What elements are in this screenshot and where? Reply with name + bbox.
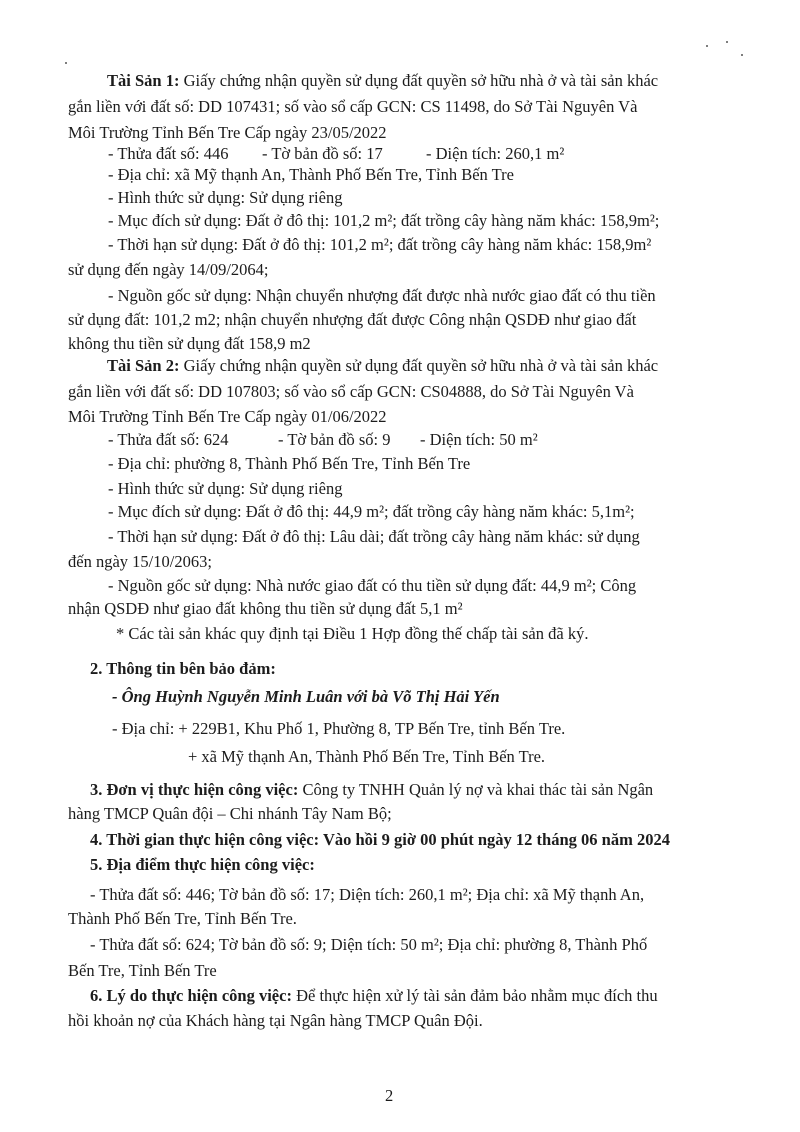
- section2-address-1: - Địa chỉ: + 229B1, Khu Phố 1, Phường 8, TP Bến Tre, tỉnh Bến Tre.: [112, 719, 566, 738]
- section5-loc1-1: - Thửa đất số: 446; Tờ bản đồ số: 17; Diện tích: 260,1 m²; Địa chỉ: xã Mỹ thạnh An,: [90, 885, 645, 904]
- asset2-parcel: - Thửa đất số: 624: [108, 430, 229, 449]
- section6-line-1: [90, 988, 658, 1005]
- asset2-intro-3: Môi Trường Tỉnh Bến Tre Cấp ngày 01/06/2022: [68, 407, 387, 426]
- asset2-map-sheet: - Tờ bản đồ số: 9: [278, 430, 391, 449]
- section3-text-2: hàng TMCP Quân đội – Chi nhánh Tây Nam Bộ;: [68, 804, 392, 823]
- asset1-address: - Địa chỉ: xã Mỹ thạnh An, Thành Phố Bến Tre, Tỉnh Bến Tre: [108, 165, 514, 184]
- asset2-address: - Địa chỉ: phường 8, Thành Phố Bến Tre, Tỉnh Bến Tre: [108, 454, 471, 473]
- asset1-term-1: - Thời hạn sử dụng: Đất ở đô thị: 101,2 m²; đất trồng cây hàng năm khác: 158,9m²: [108, 235, 652, 254]
- section4-line: [90, 832, 670, 849]
- asset2-use-form: - Hình thức sử dụng: Sử dụng riêng: [108, 479, 343, 498]
- asset1-use-purpose: - Mục đích sử dụng: Đất ở đô thị: 101,2 m²; đất trồng cây hàng năm khác: 158,9m²;: [108, 211, 660, 230]
- section5-heading: 5. Địa điểm thực hiện công việc:: [90, 855, 315, 874]
- section2-parties: - Ông Huỳnh Nguyễn Minh Luân với bà Võ Thị Hải Yến: [112, 687, 500, 706]
- asset1-map-sheet: - Tờ bản đồ số: 17: [262, 144, 383, 163]
- section5-loc2-1: - Thửa đất số: 624; Tờ bản đồ số: 9; Diện tích: 50 m²; Địa chỉ: phường 8, Thành Phố: [90, 935, 648, 954]
- page-number: 2: [385, 1086, 394, 1105]
- asset1-intro-1: Giấy chứng nhận quyền sử dụng đất quyền sở hữu nhà ở và tài sản khác: [183, 71, 659, 90]
- section6-text-2: hồi khoản nợ của Khách hàng tại Ngân hàng TMCP Quân Đội.: [68, 1011, 483, 1030]
- scan-speck: [706, 45, 708, 47]
- section3-line-1: [90, 782, 653, 799]
- asset2-term-2: đến ngày 15/10/2063;: [68, 552, 212, 571]
- asset2-area: - Diện tích: 50 m²: [420, 430, 538, 449]
- section6-text-1: Để thực hiện xử lý tài sản đảm bảo nhằm mục đích thu: [296, 986, 658, 1005]
- asset2-use-purpose: - Mục đích sử dụng: Đất ở đô thị: 44,9 m²; đất trồng cây hàng năm khác: 5,1m²;: [108, 502, 635, 521]
- asset1-term-2: sử dụng đến ngày 14/09/2064;: [68, 260, 269, 279]
- asset2-note: * Các tài sản khác quy định tại Điều 1 Hợp đồng thế chấp tài sản đã ký.: [116, 624, 589, 643]
- asset2-origin-1: - Nguồn gốc sử dụng: Nhà nước giao đất có thu tiền sử dụng đất: 44,9 m²; Công: [108, 576, 637, 595]
- section6-heading: 6. Lý do thực hiện công việc:: [90, 986, 292, 1005]
- asset1-intro-2: gắn liền với đất số: DD 107431; số vào sổ cấp GCN: CS 11498, do Sở Tài Nguyên Và: [68, 97, 638, 116]
- asset2-term-1: - Thời hạn sử dụng: Đất ở đô thị: Lâu dài; đất trồng cây hàng năm khác: sử dụng: [108, 527, 640, 546]
- scan-speck: [741, 54, 743, 56]
- scan-speck: [65, 62, 67, 64]
- section4-heading: 4. Thời gian thực hiện công việc:: [90, 830, 320, 849]
- asset2-heading: Tài Sản 2:: [107, 356, 180, 375]
- asset2-intro-2: gắn liền với đất số: DD 107803; số vào sổ cấp GCN: CS04888, do Sở Tài Nguyên Và: [68, 382, 634, 401]
- section3-heading: 3. Đơn vị thực hiện công việc:: [90, 780, 299, 799]
- section3-text-1: Công ty TNHH Quản lý nợ và khai thác tài sản Ngân: [302, 780, 654, 799]
- section2-address-2: + xã Mỹ thạnh An, Thành Phố Bến Tre, Tỉnh Bến Tre.: [188, 747, 546, 766]
- asset1-origin-1: - Nguồn gốc sử dụng: Nhận chuyển nhượng đất được nhà nước giao đất có thu tiền: [108, 286, 656, 305]
- section2-heading: 2. Thông tin bên bảo đảm:: [90, 659, 276, 678]
- asset2-line-1: [107, 358, 658, 375]
- scan-speck: [726, 41, 728, 43]
- section5-loc1-2: Thành Phố Bến Tre, Tỉnh Bến Tre.: [68, 909, 297, 928]
- asset2-intro-1: Giấy chứng nhận quyền sử dụng đất quyền sở hữu nhà ở và tài sản khác: [183, 356, 659, 375]
- asset1-origin-3: không thu tiền sử dụng đất 158,9 m2: [68, 334, 311, 353]
- asset1-origin-2: sử dụng đất: 101,2 m2; nhận chuyển nhượng đất được Công nhận QSDĐ như giao đất: [68, 310, 637, 329]
- section4-text: Vào hồi 9 giờ 00 phút ngày 12 tháng 06 năm 2024: [322, 830, 670, 849]
- section5-loc2-2: Bến Tre, Tỉnh Bến Tre: [68, 961, 217, 980]
- asset2-origin-2: nhận QSDĐ như giao đất không thu tiền sử dụng đất 5,1 m²: [68, 599, 463, 618]
- asset1-area: - Diện tích: 260,1 m²: [426, 144, 565, 163]
- asset1-line-1: [107, 73, 658, 90]
- asset1-intro-3: Môi Trường Tỉnh Bến Tre Cấp ngày 23/05/2022: [68, 123, 387, 142]
- asset1-use-form: - Hình thức sử dụng: Sử dụng riêng: [108, 188, 343, 207]
- asset1-parcel: - Thửa đất số: 446: [108, 144, 229, 163]
- asset1-heading: Tài Sản 1:: [107, 71, 180, 90]
